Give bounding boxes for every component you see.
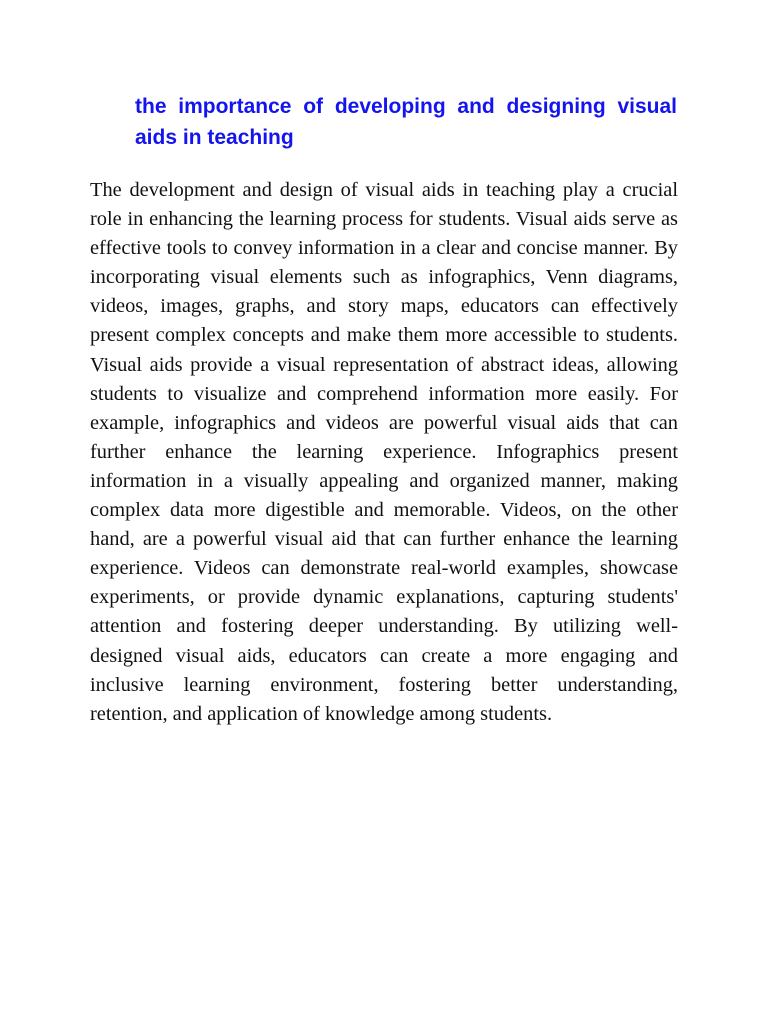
body-paragraph: The development and design of visual aids in teaching play a crucial role in enhancing the learning process for students. Visual aids serve as effective tools to convey information in a clear and concise manner. By incorporating visual elements such as infographics, Venn diagrams, videos, images, graphs, and story maps, educators can effectively present complex concepts and make them more accessible to students. Visual aids provide a visual representation of abstract ideas, allowing students to visualize and comprehend information more easily. For example, infographics and videos are powerful visual aids that can further enhance the learning experience. Infographics present information in a visually appealing and organized manner, making complex data more digestible and memorable. Videos, on the other hand, are a powerful visual aid that can further enhance the learning experience. Videos can demonstrate real-world examples, showcase experiments, or provide dynamic explanations, capturing students' attention and fostering deeper understanding. By utilizing well-designed visual aids, educators can create a more engaging and inclusive learning environment, fostering better understanding, retention, and application of knowledge among students. [90, 179, 678, 725]
document-title: the importance of developing and designing visual aids in teaching [135, 95, 677, 149]
